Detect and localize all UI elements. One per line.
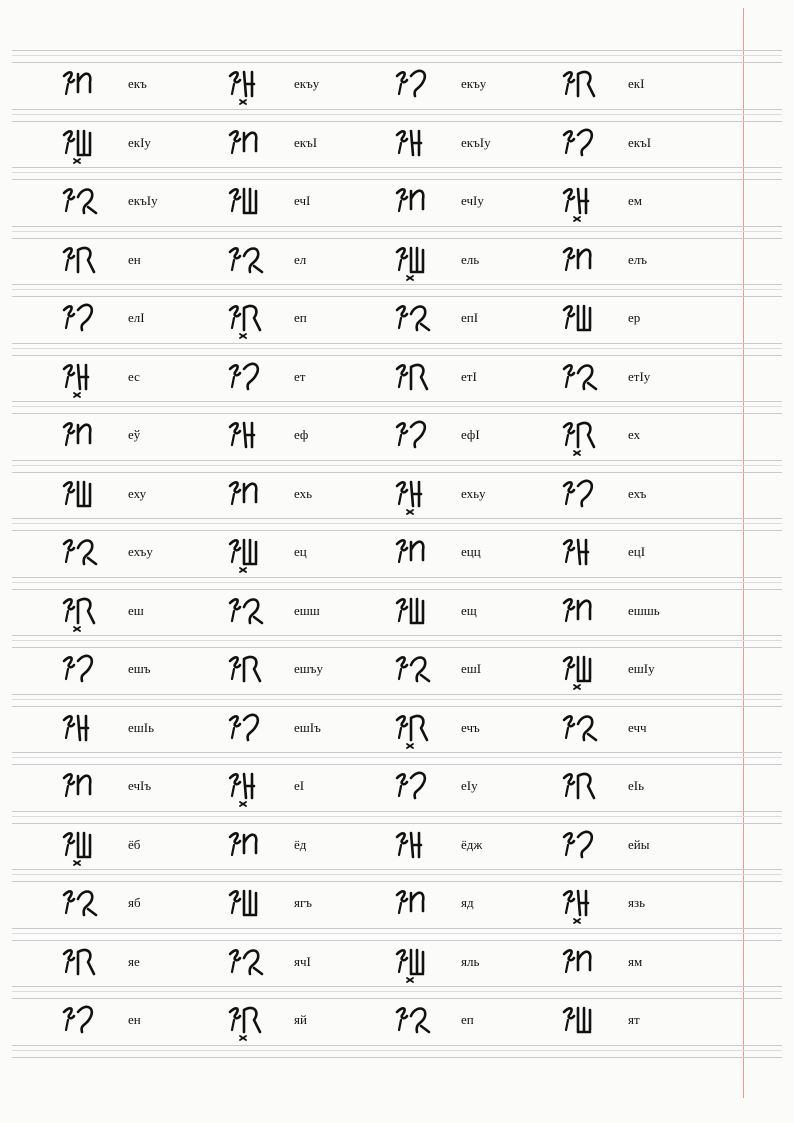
syllable-cell — [560, 952, 725, 992]
syllable-cell — [393, 308, 558, 348]
syllable-label: ехъ — [628, 485, 647, 501]
syllable-cell — [226, 133, 391, 173]
syllable-label: екъу — [294, 76, 320, 91]
calligraphic-glyph-icon — [560, 355, 620, 403]
syllable-cell — [60, 133, 225, 173]
calligraphic-glyph-icon — [393, 706, 453, 754]
syllable-cell — [226, 542, 391, 582]
syllable-cell — [60, 308, 225, 348]
syllable-label: етIу — [628, 368, 651, 384]
calligraphic-glyph-icon — [393, 296, 453, 344]
syllable-cell — [60, 659, 225, 699]
calligraphic-glyph-icon — [60, 413, 120, 461]
syllable-cell — [393, 367, 558, 407]
calligraphic-glyph-icon — [560, 179, 620, 227]
calligraphic-glyph-icon — [60, 764, 120, 812]
syllable-label: язь — [628, 895, 646, 910]
calligraphic-glyph-icon — [393, 530, 453, 578]
syllable-label: екъу — [461, 76, 487, 91]
syllable-label: ечI — [294, 193, 311, 208]
syllable-cell — [60, 74, 225, 114]
syllable-cell — [393, 659, 558, 699]
syllable-cell — [560, 367, 725, 407]
syllable-cell — [60, 776, 225, 816]
syllable-cell — [393, 1010, 558, 1050]
syllable-label: ешш — [294, 602, 320, 618]
calligraphic-glyph-icon — [393, 940, 453, 988]
syllable-label: яль — [461, 953, 480, 969]
syllable-label: ем — [628, 193, 642, 208]
syllable-cell — [393, 718, 558, 758]
calligraphic-glyph-icon — [226, 413, 286, 461]
calligraphic-glyph-icon — [560, 296, 620, 344]
calligraphic-glyph-icon — [560, 62, 620, 110]
syllable-cell — [393, 835, 558, 875]
syllable-cell — [226, 952, 391, 992]
calligraphic-glyph-icon — [226, 881, 286, 929]
calligraphic-glyph-icon — [60, 998, 120, 1046]
syllable-label: ехъу — [128, 544, 153, 559]
calligraphic-glyph-icon — [60, 238, 120, 286]
syllable-cell — [226, 835, 391, 875]
syllable-label: ешъу — [294, 661, 324, 676]
calligraphic-glyph-icon — [393, 413, 453, 461]
calligraphic-glyph-icon — [393, 823, 453, 871]
syllable-cell — [560, 776, 725, 816]
syllable-cell — [60, 542, 225, 582]
syllable-label: ес — [128, 368, 140, 384]
syllable-cell — [560, 1010, 725, 1050]
syllable-label: ефI — [461, 427, 480, 442]
calligraphic-glyph-icon — [60, 881, 120, 929]
syllable-label: етI — [461, 368, 477, 384]
calligraphic-glyph-icon — [560, 121, 620, 169]
calligraphic-glyph-icon — [393, 238, 453, 286]
calligraphic-glyph-icon — [560, 998, 620, 1046]
syllable-label: ещ — [461, 602, 477, 618]
syllable-label: ёб — [128, 836, 141, 852]
syllable-cell — [393, 250, 558, 290]
syllable-cell — [393, 776, 558, 816]
syllable-label: екъ — [128, 76, 147, 91]
syllable-label: ейы — [628, 836, 650, 852]
syllable-cell — [393, 133, 558, 173]
calligraphic-glyph-icon — [226, 530, 286, 578]
calligraphic-glyph-icon — [226, 238, 286, 286]
syllable-cell — [560, 542, 725, 582]
calligraphic-glyph-icon — [560, 238, 620, 286]
syllable-cell — [393, 484, 558, 524]
syllable-cell — [226, 308, 391, 348]
calligraphic-glyph-icon — [393, 121, 453, 169]
calligraphic-glyph-icon — [560, 647, 620, 695]
syllable-cell — [60, 425, 225, 465]
syllable-cell — [60, 601, 225, 641]
syllable-label: екъI — [628, 134, 652, 150]
calligraphic-glyph-icon — [393, 881, 453, 929]
syllable-label: яй — [294, 1012, 307, 1027]
syllable-cell — [60, 367, 225, 407]
syllable-label: еф — [294, 427, 309, 442]
calligraphic-glyph-icon — [560, 940, 620, 988]
calligraphic-glyph-icon — [60, 647, 120, 695]
syllable-cell — [226, 718, 391, 758]
ruled-line — [12, 1057, 782, 1058]
syllable-label: ель — [461, 251, 480, 267]
ruled-line — [12, 50, 782, 51]
syllable-cell — [226, 893, 391, 933]
syllable-label: ет — [294, 368, 306, 384]
calligraphic-glyph-icon — [393, 589, 453, 637]
calligraphic-glyph-icon — [60, 296, 120, 344]
calligraphic-glyph-icon — [60, 62, 120, 110]
syllable-label: ечъ — [461, 719, 480, 735]
calligraphic-glyph-icon — [226, 62, 286, 110]
calligraphic-glyph-icon — [560, 881, 620, 929]
calligraphic-glyph-icon — [226, 179, 286, 227]
syllable-cell — [60, 191, 225, 231]
calligraphic-glyph-icon — [393, 179, 453, 227]
syllable-cell — [60, 718, 225, 758]
syllable-cell — [226, 776, 391, 816]
syllable-label: ел — [294, 251, 307, 267]
syllable-cell — [560, 425, 725, 465]
syllable-label: еп — [461, 1012, 474, 1027]
calligraphic-glyph-icon — [226, 647, 286, 695]
syllable-label: ешI — [461, 661, 482, 676]
syllable-cell — [393, 952, 558, 992]
syllable-label: екIу — [128, 134, 151, 150]
syllable-cell — [226, 659, 391, 699]
calligraphic-glyph-icon — [226, 706, 286, 754]
syllable-label: ен — [128, 1012, 141, 1027]
syllable-cell — [226, 191, 391, 231]
syllable-label: еIу — [461, 778, 478, 793]
syllable-label: елъ — [628, 251, 647, 267]
syllable-cell — [60, 250, 225, 290]
syllable-cell — [560, 601, 725, 641]
syllable-label: еIь — [628, 778, 645, 793]
syllable-cell — [393, 601, 558, 641]
syllable-label: яд — [461, 895, 474, 910]
calligraphic-glyph-icon — [226, 764, 286, 812]
syllable-label: ечч — [628, 719, 647, 735]
calligraphic-glyph-icon — [226, 472, 286, 520]
syllable-label: ечIу — [461, 193, 484, 208]
syllable-label: ёд — [294, 836, 307, 852]
syllable-label: ехьу — [461, 485, 486, 501]
syllable-label: ец — [294, 544, 307, 559]
syllable-label: еў — [128, 427, 141, 442]
syllable-cell — [226, 367, 391, 407]
calligraphic-glyph-icon — [560, 706, 620, 754]
syllable-cell — [560, 718, 725, 758]
syllable-cell — [560, 74, 725, 114]
syllable-label: яе — [128, 953, 140, 969]
syllable-label: ёдж — [461, 836, 483, 852]
calligraphic-glyph-icon — [60, 179, 120, 227]
calligraphic-glyph-icon — [393, 62, 453, 110]
syllable-cell — [560, 133, 725, 173]
syllable-cell — [226, 484, 391, 524]
calligraphic-glyph-icon — [60, 121, 120, 169]
syllable-cell — [560, 893, 725, 933]
syllable-cell — [560, 835, 725, 875]
syllable-label: ешшь — [628, 602, 660, 618]
calligraphic-glyph-icon — [226, 121, 286, 169]
syllable-cell — [60, 484, 225, 524]
syllable-label: яб — [128, 895, 141, 910]
syllable-label: еш — [128, 602, 144, 618]
calligraphic-glyph-icon — [560, 530, 620, 578]
calligraphic-glyph-icon — [60, 530, 120, 578]
syllable-label: ен — [128, 251, 141, 267]
calligraphic-glyph-icon — [560, 413, 620, 461]
syllable-label: ер — [628, 310, 641, 325]
syllable-cell — [226, 250, 391, 290]
syllable-cell — [226, 601, 391, 641]
syllable-label: ячI — [294, 953, 311, 969]
calligraphic-glyph-icon — [560, 764, 620, 812]
syllable-cell — [393, 542, 558, 582]
calligraphic-glyph-icon — [560, 823, 620, 871]
syllable-cell — [560, 308, 725, 348]
calligraphic-glyph-icon — [60, 589, 120, 637]
calligraphic-glyph-icon — [393, 998, 453, 1046]
syllable-cell — [393, 425, 558, 465]
calligraphic-glyph-icon — [226, 940, 286, 988]
calligraphic-glyph-icon — [226, 355, 286, 403]
syllable-label: ехь — [294, 485, 313, 501]
syllable-label: еI — [294, 778, 305, 793]
syllable-label: екъIу — [128, 193, 158, 208]
syllable-label: ех — [628, 427, 641, 442]
ruled-line — [12, 55, 782, 56]
calligraphic-glyph-icon — [393, 764, 453, 812]
syllable-cell — [226, 74, 391, 114]
syllable-cell — [393, 191, 558, 231]
syllable-label: ечIъ — [128, 778, 152, 793]
syllable-cell — [560, 659, 725, 699]
calligraphic-glyph-icon — [560, 589, 620, 637]
calligraphic-glyph-icon — [393, 647, 453, 695]
syllable-cell — [393, 893, 558, 933]
calligraphic-glyph-icon — [226, 296, 286, 344]
syllable-label: екъI — [294, 134, 318, 150]
calligraphic-glyph-icon — [226, 589, 286, 637]
calligraphic-glyph-icon — [226, 823, 286, 871]
calligraphic-glyph-icon — [393, 472, 453, 520]
syllable-cell — [60, 952, 225, 992]
syllable-cell — [560, 250, 725, 290]
syllable-cell — [60, 835, 225, 875]
syllable-label: еху — [128, 485, 147, 501]
calligraphic-glyph-icon — [560, 472, 620, 520]
syllable-label: ецI — [628, 544, 646, 559]
syllable-label: ешIу — [628, 661, 655, 676]
calligraphic-glyph-icon — [393, 355, 453, 403]
syllable-cell — [60, 893, 225, 933]
syllable-label: ягъ — [294, 895, 313, 910]
syllable-label: ешIь — [128, 719, 155, 735]
syllable-cell — [226, 425, 391, 465]
calligraphic-glyph-icon — [60, 706, 120, 754]
syllable-label: ят — [628, 1012, 640, 1027]
syllable-label: ецц — [461, 544, 481, 559]
syllable-cell — [393, 74, 558, 114]
calligraphic-glyph-icon — [60, 355, 120, 403]
syllable-label: ешIъ — [294, 719, 321, 735]
syllable-label: ешъ — [128, 661, 151, 676]
calligraphic-glyph-icon — [60, 940, 120, 988]
syllable-label: епI — [461, 310, 479, 325]
syllable-label: екъIу — [461, 134, 491, 150]
syllable-cell — [60, 1010, 225, 1050]
syllable-cell — [560, 191, 725, 231]
syllable-label: екI — [628, 76, 645, 91]
syllable-label: ям — [628, 953, 643, 969]
syllable-label: еп — [294, 310, 307, 325]
calligraphic-glyph-icon — [60, 823, 120, 871]
calligraphic-glyph-icon — [226, 998, 286, 1046]
syllable-label: елI — [128, 310, 145, 325]
syllable-cell — [226, 1010, 391, 1050]
syllable-cell — [560, 484, 725, 524]
calligraphic-glyph-icon — [60, 472, 120, 520]
